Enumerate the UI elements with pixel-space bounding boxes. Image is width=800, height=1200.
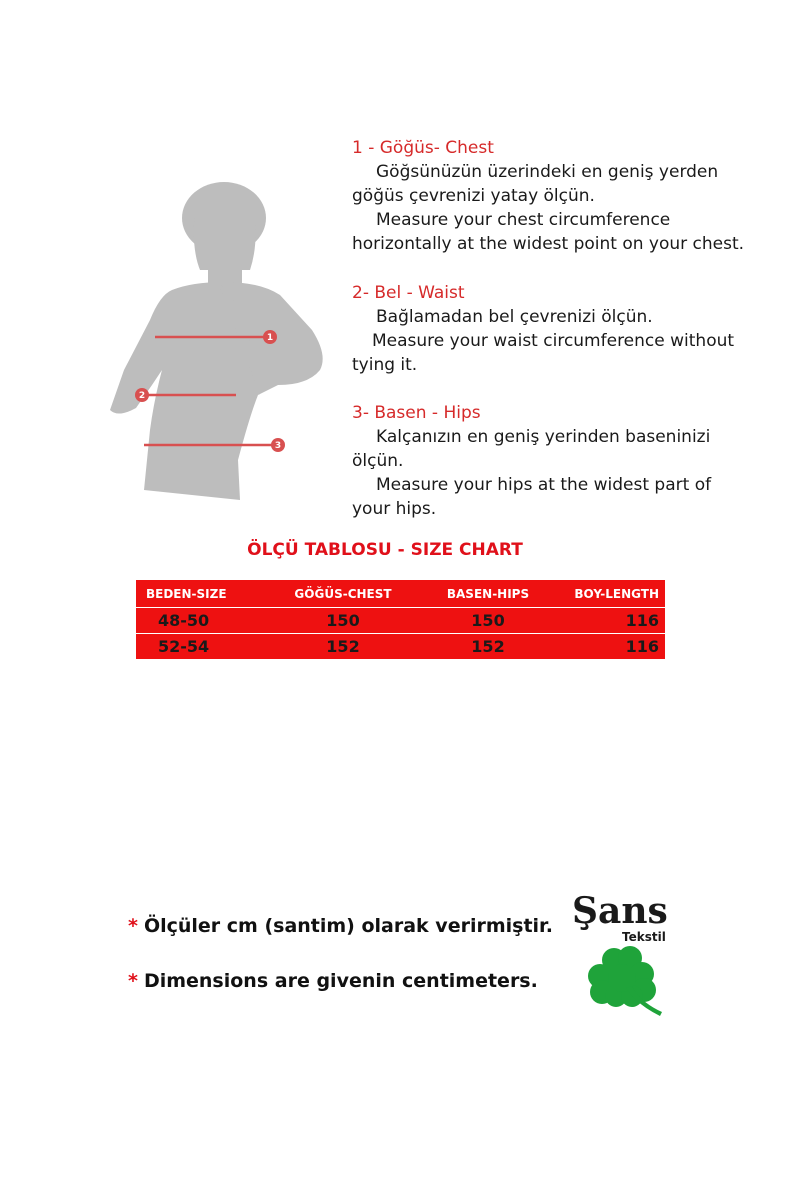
marker-1-label: 1 [266, 333, 274, 343]
waist-en-line1: Measure your waist circumference without [372, 331, 735, 351]
hips-tr-line2: ölçün. [352, 451, 404, 471]
body-measurement-figure [100, 170, 340, 510]
hips-tr-line1: Kalçanızın en geniş yerinden baseninizi [376, 427, 711, 447]
clover-icon [586, 944, 666, 1018]
brand-logo [568, 892, 688, 1022]
cell-length: 116 [558, 608, 665, 634]
marker-2-label: 2 [138, 391, 146, 401]
mannequin-silhouette [110, 182, 323, 500]
waist-instruction [352, 281, 772, 377]
cell-length: 116 [558, 634, 665, 660]
table-row [136, 608, 665, 634]
cell-size: 48-50 [136, 608, 268, 634]
waist-heading: 2- Bel - Waist [352, 283, 465, 303]
chest-en-line2: horizontally at the widest point on your chest. [352, 234, 745, 254]
col-header-size: BEDEN-SIZE [136, 580, 268, 608]
col-header-chest: GÖĞÜS-CHEST [268, 580, 418, 608]
chest-heading: 1 - Göğüs- Chest [352, 138, 494, 158]
marker-3-label: 3 [274, 441, 282, 451]
cell-size: 52-54 [136, 634, 268, 660]
note-turkish-text: Ölçüler cm (santim) olarak verirmiştir. [143, 915, 553, 937]
hips-instruction [352, 401, 772, 521]
note-star-2: * [128, 970, 138, 992]
note-star-1: * [128, 915, 138, 937]
cell-chest: 152 [268, 634, 418, 660]
size-chart-title: ÖLÇÜ TABLOSU - SIZE CHART [247, 540, 523, 560]
hips-en-line1: Measure your hips at the widest part of [376, 475, 712, 495]
waist-tr-line1: Bağlamadan bel çevrenizi ölçün. [376, 307, 653, 327]
hips-en-line2: your hips. [352, 499, 437, 519]
chest-en-line1: Measure your chest circumference [376, 210, 671, 230]
note-english [128, 970, 538, 992]
brand-subtitle: Tekstil [622, 930, 666, 944]
col-header-hips: BASEN-HIPS [418, 580, 558, 608]
chest-instruction [352, 136, 772, 256]
waist-en-line2: tying it. [352, 355, 418, 375]
cell-chest: 150 [268, 608, 418, 634]
note-english-text: Dimensions are givenin centimeters. [143, 970, 538, 992]
cell-hips: 152 [418, 634, 558, 660]
hips-heading: 3- Basen - Hips [352, 403, 481, 423]
cell-hips: 150 [418, 608, 558, 634]
size-chart-header-row [136, 580, 665, 608]
note-turkish [128, 915, 553, 937]
chest-tr-line1: Göğsünüzün üzerindeki en geniş yerden [376, 162, 719, 182]
size-chart-table [136, 580, 665, 659]
table-row [136, 634, 665, 660]
col-header-length: BOY-LENGTH [558, 580, 665, 608]
brand-name: Şans [572, 890, 668, 932]
chest-tr-line2: göğüs çevrenizi yatay ölçün. [352, 186, 595, 206]
